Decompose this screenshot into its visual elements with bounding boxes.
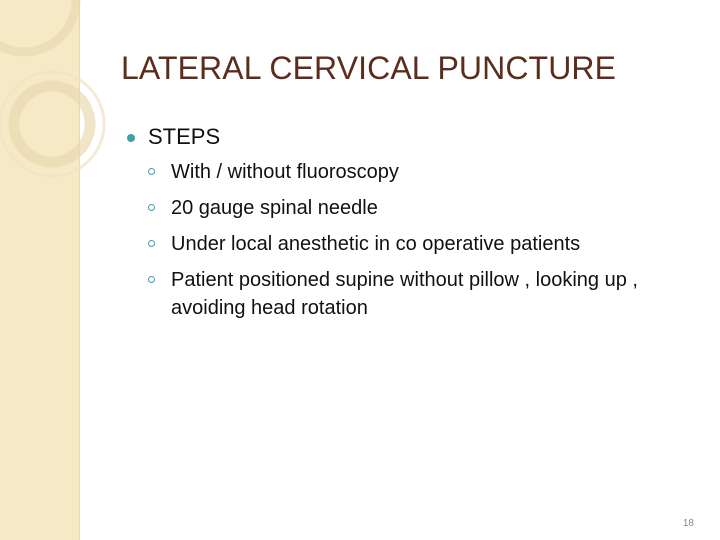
list-item	[148, 194, 680, 222]
list-item	[148, 230, 680, 258]
slide-title: LATERAL CERVICAL PUNCTURE	[121, 50, 617, 86]
list-item-text: Under local anesthetic in co operative patients	[171, 233, 581, 255]
bullet-item-steps	[120, 122, 680, 152]
list-item-text: 20 gauge spinal needle	[171, 197, 378, 219]
list-item	[148, 266, 680, 322]
list-item-text: With / without fluoroscopy	[171, 161, 399, 183]
steps-list	[120, 158, 680, 322]
page-number: 18	[682, 518, 694, 529]
ring-bullet-icon	[148, 276, 155, 283]
ring-bullet-icon	[148, 204, 155, 211]
steps-heading: STEPS	[148, 124, 221, 149]
list-item	[148, 158, 680, 186]
list-item-text: Patient positioned supine without pillow , looking up , avoiding head rotation	[171, 269, 638, 319]
side-band	[0, 0, 80, 540]
filled-bullet-icon	[127, 134, 135, 142]
ring-bullet-icon	[148, 168, 155, 175]
slide-content	[120, 122, 680, 330]
ring-bullet-icon	[148, 240, 155, 247]
